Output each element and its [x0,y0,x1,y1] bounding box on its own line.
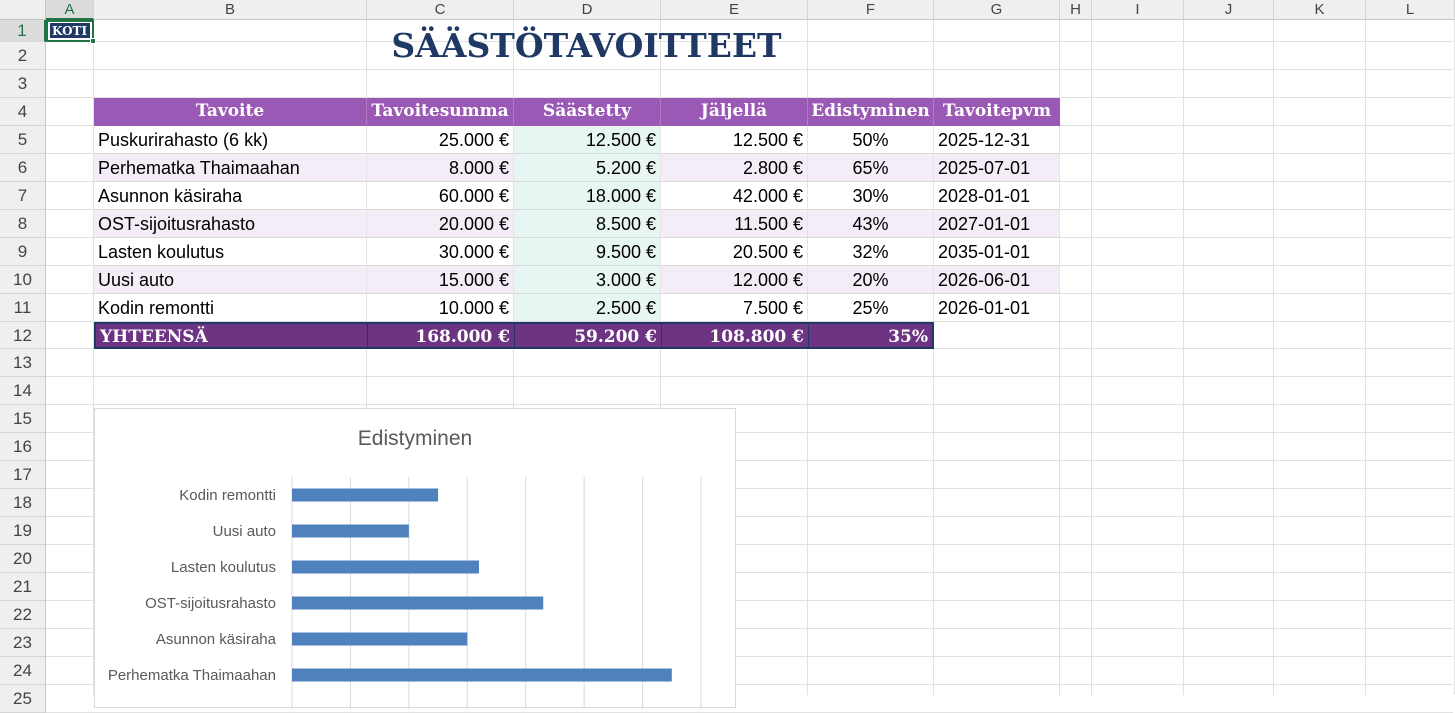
column-header-a[interactable]: A [46,0,94,20]
column-header-k[interactable]: K [1274,0,1366,20]
row-header-6[interactable]: 6 [0,154,46,182]
table-cell[interactable]: 60.000 € [367,182,514,210]
table-cell[interactable]: 30% [808,182,934,210]
table-cell[interactable]: 20.000 € [367,210,514,238]
row-gridline [46,404,1453,405]
column-header-j[interactable]: J [1184,0,1274,20]
table-cell[interactable]: 12.500 € [514,126,661,154]
row-header-7[interactable]: 7 [0,182,46,210]
table-header-cell[interactable]: Säästetty [514,98,661,126]
table-cell[interactable]: 15.000 € [367,266,514,294]
table-cell[interactable]: 2025-07-01 [934,154,1060,182]
table-header-cell[interactable]: Edistyminen [808,98,934,126]
table-header-cell[interactable]: Tavoitepvm [934,98,1060,126]
row-header-15[interactable]: 15 [0,405,46,433]
chart-category-label: OST-sijoitusrahasto [145,595,276,612]
table-cell[interactable]: 8.500 € [514,210,661,238]
column-header-b[interactable]: B [94,0,367,20]
chart-category-label: Uusi auto [212,523,276,540]
table-cell[interactable]: 8.000 € [367,154,514,182]
table-cell[interactable]: Asunnon käsiraha [94,182,367,210]
home-button[interactable]: KOTI [49,22,91,39]
table-header-cell[interactable]: Jäljellä [661,98,808,126]
column-gridline [1183,20,1184,695]
chart-category-label: Kodin remontti [179,487,276,504]
row-gridline [46,376,1453,377]
column-header-e[interactable]: E [661,0,808,20]
row-header-2[interactable]: 2 [0,42,46,70]
table-total-cell[interactable]: YHTEENSÄ [94,322,367,349]
table-cell[interactable]: OST-sijoitusrahasto [94,210,367,238]
chart-bar[interactable] [292,525,409,538]
table-cell[interactable]: 10.000 € [367,294,514,322]
chart-bar[interactable] [292,597,543,610]
table-total-cell[interactable]: 59.200 € [514,322,661,349]
table-cell[interactable]: 18.000 € [514,182,661,210]
chart-category-label: Perhematka Thaimaahan [107,667,276,684]
row-header-13[interactable]: 13 [0,349,46,377]
row-header-5[interactable]: 5 [0,126,46,154]
column-header-f[interactable]: F [808,0,934,20]
select-all-corner[interactable] [0,0,46,20]
column-header-l[interactable]: L [1366,0,1455,20]
table-cell[interactable]: 50% [808,126,934,154]
column-header-h[interactable]: H [1060,0,1092,20]
row-header-16[interactable]: 16 [0,433,46,461]
table-total-cell[interactable]: 168.000 € [367,322,514,349]
table-header-cell[interactable]: Tavoitesumma [367,98,514,126]
column-gridline [1365,20,1366,695]
table-cell[interactable]: 2.800 € [661,154,808,182]
table-cell[interactable]: 32% [808,238,934,266]
table-cell[interactable]: 2026-06-01 [934,266,1060,294]
table-cell[interactable]: 2.500 € [514,294,661,322]
fill-handle[interactable] [90,38,96,44]
column-header-c[interactable]: C [367,0,514,20]
table-cell[interactable]: Perhematka Thaimaahan [94,154,367,182]
chart-category-label: Asunnon käsiraha [155,631,276,648]
row-header-21[interactable]: 21 [0,573,46,601]
chart-plot [95,409,735,709]
row-header-14[interactable]: 14 [0,377,46,405]
row-header-17[interactable]: 17 [0,461,46,489]
table-total-cell[interactable]: 35% [808,322,934,349]
progress-chart[interactable] [94,408,736,708]
row-header-22[interactable]: 22 [0,601,46,629]
column-gridline [1273,20,1274,695]
chart-bar[interactable] [292,489,438,502]
row-gridline [46,69,1453,70]
chart-title: Edistyminen [357,427,473,450]
chart-bar[interactable] [292,669,672,682]
table-cell[interactable]: 12.000 € [661,266,808,294]
column-header-i[interactable]: I [1092,0,1184,20]
table-cell[interactable]: 12.500 € [661,126,808,154]
table-cell[interactable]: 25% [808,294,934,322]
row-header-25[interactable]: 25 [0,685,46,713]
table-cell[interactable]: 20% [808,266,934,294]
chart-bar[interactable] [292,633,467,646]
page-title: SÄÄSTÖTAVOITTEET [391,26,782,65]
row-header-18[interactable]: 18 [0,489,46,517]
table-cell[interactable]: Puskurirahasto (6 kk) [94,126,367,154]
table-cell[interactable]: Lasten koulutus [94,238,367,266]
table-cell[interactable]: 11.500 € [661,210,808,238]
table-cell[interactable]: 65% [808,154,934,182]
column-gridline [1091,20,1092,695]
row-header-8[interactable]: 8 [0,210,46,238]
table-cell[interactable]: 42.000 € [661,182,808,210]
table-cell[interactable]: 9.500 € [514,238,661,266]
table-cell[interactable]: Uusi auto [94,266,367,294]
table-header-cell[interactable]: Tavoite [94,98,367,126]
chart-bar[interactable] [292,561,479,574]
row-header-3[interactable]: 3 [0,70,46,98]
table-cell[interactable]: 2026-01-01 [934,294,1060,322]
table-cell[interactable]: 20.500 € [661,238,808,266]
table-cell[interactable]: 2027-01-01 [934,210,1060,238]
column-header-g[interactable]: G [934,0,1060,20]
table-cell[interactable]: 5.200 € [514,154,661,182]
table-cell[interactable]: 2025-12-31 [934,126,1060,154]
table-cell[interactable]: 30.000 € [367,238,514,266]
table-cell[interactable]: 2028-01-01 [934,182,1060,210]
table-cell[interactable]: 2035-01-01 [934,238,1060,266]
row-header-12[interactable]: 12 [0,322,46,349]
table-cell[interactable]: 3.000 € [514,266,661,294]
row-header-19[interactable]: 19 [0,517,46,545]
row-header-10[interactable]: 10 [0,266,46,294]
row-header-4[interactable]: 4 [0,98,46,126]
chart-category-label: Lasten koulutus [170,559,276,576]
row-header-9[interactable]: 9 [0,238,46,266]
row-header-11[interactable]: 11 [0,294,46,322]
row-header-20[interactable]: 20 [0,545,46,573]
row-header-1[interactable]: 1 [0,20,46,42]
table-cell[interactable]: Kodin remontti [94,294,367,322]
table-cell[interactable]: 25.000 € [367,126,514,154]
table-cell[interactable]: 7.500 € [661,294,808,322]
table-total-cell[interactable]: 108.800 € [661,322,808,349]
column-header-d[interactable]: D [514,0,661,20]
row-header-23[interactable]: 23 [0,629,46,657]
table-cell[interactable]: 43% [808,210,934,238]
row-header-24[interactable]: 24 [0,657,46,685]
